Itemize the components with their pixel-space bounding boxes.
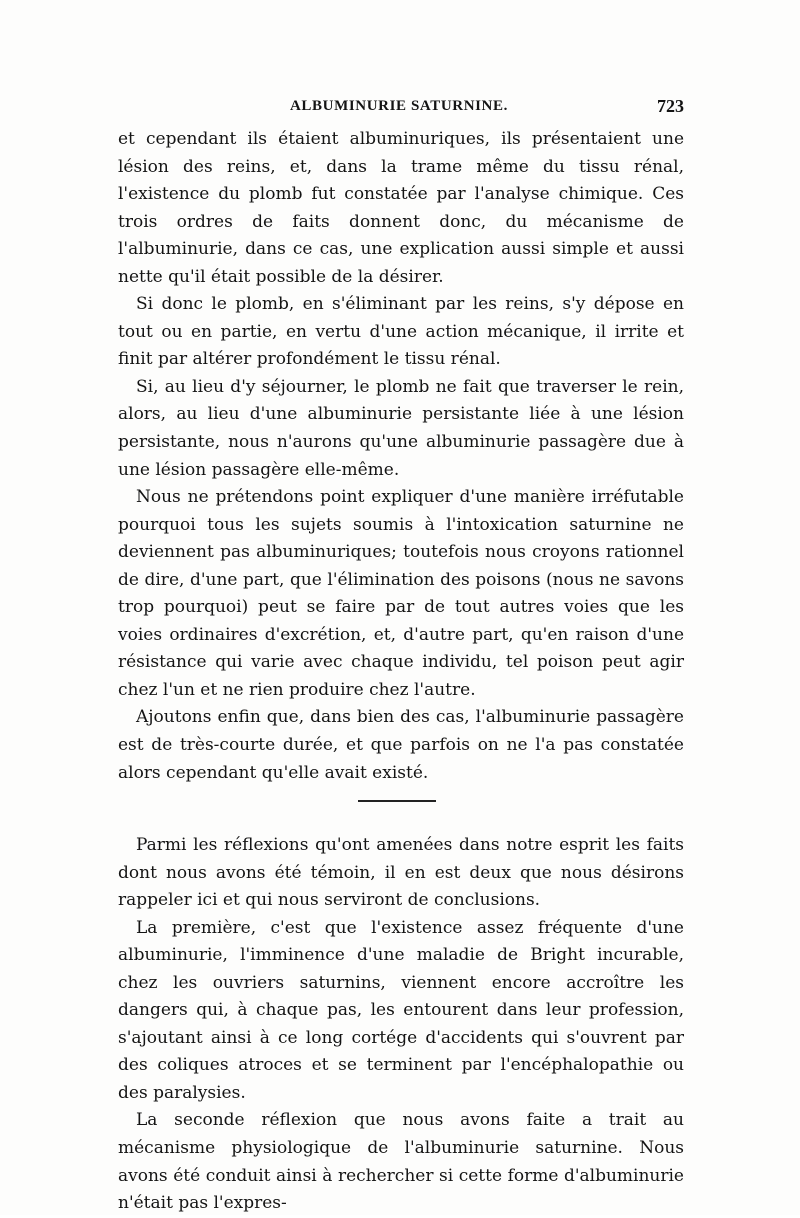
running-title: ALBUMINURIE SATURNINE.: [290, 98, 508, 114]
section-separator-rule: [358, 800, 436, 802]
paragraph: Si, au lieu d'y séjourner, le plomb ne fait que traverser le rein, alors, au lieu d'une albuminurie persistante liée à une lésion persistante, nous n'aurons qu'une albuminurie passagère due à une lésion passagère elle-même.: [118, 376, 684, 480]
paragraph: La première, c'est que l'existence assez fréquente d'une albuminurie, l'imminence d'une maladie de Bright incurable, chez les ouvriers saturnins, viennent encore accroître les dangers qui, à chaque pas, les entourent dans leur profession, s'ajoutant ainsi à ce long cortége d'accidents qui s'ouvrent par des coliques atroces et se terminent par l'encéphalopathie ou des paralysies.: [118, 917, 684, 1103]
paragraph: Ajoutons enfin que, dans bien des cas, l'albuminurie passagère est de très-courte durée, et que parfois on ne l'a pas constatée alors cependant qu'elle avait existé.: [118, 707, 684, 783]
paragraph-continuation: et cependant ils étaient albuminuriques, ils présentaient une lésion des reins, et, dans la trame même du tissu rénal, l'existence du plomb fut constatée par l'analyse chimique. Ces trois ordres de faits donnent donc, du mécanisme de l'albuminurie, dans ce cas, une explication aussi simple et aussi nette qu'il était possible de la désirer.: [118, 129, 684, 287]
text-block-bottom: [118, 832, 684, 1218]
paragraph: Si donc le plomb, en s'éliminant par les reins, s'y dépose en tout ou en partie, en vertu d'une action mécanique, il irrite et finit par altérer profondément le tissu rénal.: [118, 294, 684, 370]
paragraph: La seconde réflexion que nous avons faite a trait au mécanisme physiologique de l'albuminurie saturnine. Nous avons été conduit ainsi à rechercher si cette forme d'albuminurie n'était pas l'expres-: [118, 1110, 684, 1214]
paragraph: Nous ne prétendons point expliquer d'une manière irréfutable pourquoi tous les sujets soumis à l'intoxication saturnine ne deviennent pas albuminuriques; toutefois nous croyons rationnel de dire, d'une part, que l'élimination des poisons (nous ne savons trop pourquoi) peut se faire par de tout autres voies que les voies ordinaires d'excrétion, et, d'autre part, qu'en raison d'une résistance qui varie avec chaque individu, tel poison peut agir chez l'un et ne rien produire chez l'autre.: [118, 487, 684, 700]
running-head: [118, 96, 684, 120]
text-block-top: [118, 126, 684, 787]
page-number: 723: [657, 96, 684, 116]
paragraph: Parmi les réflexions qu'ont amenées dans notre esprit les faits dont nous avons été témoin, il en est deux que nous désirons rappeler ici et qui nous serviront de conclusions.: [118, 835, 684, 911]
